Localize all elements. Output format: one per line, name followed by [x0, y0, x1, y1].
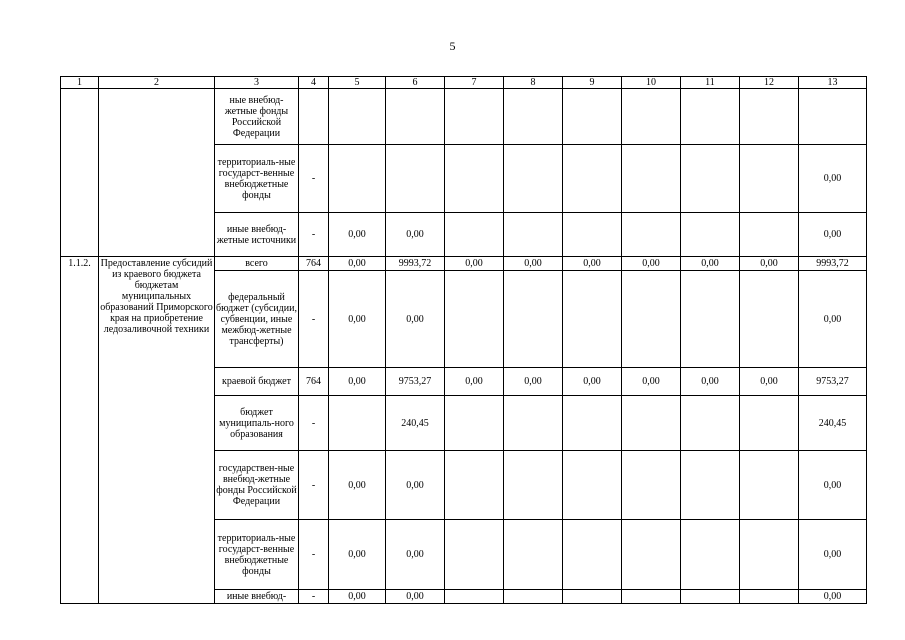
column-header: 12	[740, 77, 799, 89]
cell: 0,00	[563, 368, 622, 396]
cell	[445, 451, 504, 520]
cell	[622, 396, 681, 451]
cell-source: территориаль-ные государст-венные внебюджетные фонды	[215, 145, 299, 213]
cell: 240,45	[799, 396, 867, 451]
cell	[386, 89, 445, 145]
cell: 0,00	[386, 213, 445, 257]
cell	[445, 271, 504, 368]
cell	[622, 145, 681, 213]
column-header: 1	[61, 77, 99, 89]
cell	[299, 89, 329, 145]
cell	[799, 89, 867, 145]
cell: 9753,27	[386, 368, 445, 396]
cell	[622, 451, 681, 520]
cell	[563, 213, 622, 257]
column-header: 3	[215, 77, 299, 89]
cell	[681, 451, 740, 520]
cell-description-empty	[99, 89, 215, 257]
cell: 0,00	[799, 145, 867, 213]
column-header: 6	[386, 77, 445, 89]
column-header: 2	[99, 77, 215, 89]
cell: 0,00	[386, 451, 445, 520]
cell: 0,00	[799, 213, 867, 257]
cell: -	[299, 451, 329, 520]
cell: 0,00	[329, 213, 386, 257]
column-header: 9	[563, 77, 622, 89]
cell	[681, 520, 740, 590]
cell	[329, 145, 386, 213]
cell: 0,00	[386, 520, 445, 590]
cell	[504, 271, 563, 368]
cell: 0,00	[329, 257, 386, 271]
cell-source: всего	[215, 257, 299, 271]
cell	[504, 451, 563, 520]
cell	[504, 145, 563, 213]
cell: 240,45	[386, 396, 445, 451]
cell	[563, 396, 622, 451]
cell: 0,00	[386, 590, 445, 604]
cell: 0,00	[329, 368, 386, 396]
column-header: 8	[504, 77, 563, 89]
cell	[681, 213, 740, 257]
cell	[681, 89, 740, 145]
cell: 0,00	[329, 451, 386, 520]
cell: -	[299, 520, 329, 590]
cell: -	[299, 213, 329, 257]
cell	[563, 520, 622, 590]
cell	[740, 590, 799, 604]
cell	[563, 590, 622, 604]
cell	[622, 89, 681, 145]
cell: 0,00	[622, 257, 681, 271]
cell: 0,00	[329, 520, 386, 590]
table-row	[61, 89, 867, 145]
cell	[622, 520, 681, 590]
cell	[622, 590, 681, 604]
cell: 0,00	[445, 368, 504, 396]
cell	[681, 271, 740, 368]
cell-item-description: Предоставление субсидий из краевого бюджета бюджетам муниципальных образований Приморского края на приобретение ледозаливочной техники	[99, 257, 215, 604]
cell	[445, 89, 504, 145]
cell: 0,00	[681, 368, 740, 396]
cell	[504, 89, 563, 145]
cell	[445, 520, 504, 590]
cell: 0,00	[563, 257, 622, 271]
cell: 0,00	[740, 368, 799, 396]
column-header: 11	[681, 77, 740, 89]
cell	[681, 590, 740, 604]
cell-source: краевой бюджет	[215, 368, 299, 396]
column-header: 13	[799, 77, 867, 89]
cell-source: государствен-ные внебюд-жетные фонды Российской Федерации	[215, 451, 299, 520]
cell	[681, 145, 740, 213]
cell-item-number-empty	[61, 89, 99, 257]
cell: -	[299, 145, 329, 213]
cell-source: федеральный бюджет (субсидии, субвенции, иные межбюд-жетные трансферты)	[215, 271, 299, 368]
cell	[504, 520, 563, 590]
cell: 9993,72	[799, 257, 867, 271]
cell: 0,00	[622, 368, 681, 396]
column-header: 4	[299, 77, 329, 89]
cell	[445, 590, 504, 604]
cell: -	[299, 271, 329, 368]
cell	[740, 520, 799, 590]
cell	[740, 213, 799, 257]
cell: 0,00	[329, 590, 386, 604]
cell: 0,00	[799, 590, 867, 604]
cell	[740, 89, 799, 145]
cell-source: территориаль-ные государст-венные внебюджетные фонды	[215, 520, 299, 590]
cell: 764	[299, 368, 329, 396]
column-number-row	[61, 77, 867, 89]
cell-source: иные внебюд-	[215, 590, 299, 604]
cell	[445, 213, 504, 257]
cell: -	[299, 590, 329, 604]
cell	[504, 213, 563, 257]
cell: 0,00	[504, 257, 563, 271]
cell	[563, 451, 622, 520]
cell	[740, 451, 799, 520]
cell	[329, 396, 386, 451]
cell: 9993,72	[386, 257, 445, 271]
cell: 9753,27	[799, 368, 867, 396]
column-header: 5	[329, 77, 386, 89]
cell: 0,00	[445, 257, 504, 271]
cell	[504, 590, 563, 604]
cell	[445, 396, 504, 451]
cell: 0,00	[504, 368, 563, 396]
cell: 0,00	[740, 257, 799, 271]
cell	[445, 145, 504, 213]
cell: 0,00	[799, 520, 867, 590]
budget-table	[60, 76, 867, 604]
column-header: 10	[622, 77, 681, 89]
cell: 764	[299, 257, 329, 271]
cell-source: бюджет муниципаль-ного образования	[215, 396, 299, 451]
cell	[563, 145, 622, 213]
cell: 0,00	[386, 271, 445, 368]
cell	[622, 213, 681, 257]
cell	[504, 396, 563, 451]
cell	[622, 271, 681, 368]
cell	[681, 396, 740, 451]
cell-source: ные внебюд-жетные фонды Российской Федерации	[215, 89, 299, 145]
cell	[386, 145, 445, 213]
page-number: 5	[449, 39, 456, 53]
cell	[563, 271, 622, 368]
cell-source: иные внебюд-жетные источники	[215, 213, 299, 257]
cell: 0,00	[799, 271, 867, 368]
cell: 0,00	[329, 271, 386, 368]
cell	[329, 89, 386, 145]
cell	[740, 271, 799, 368]
cell	[740, 145, 799, 213]
table-row	[61, 257, 867, 271]
column-header: 7	[445, 77, 504, 89]
cell	[563, 89, 622, 145]
cell	[740, 396, 799, 451]
cell: 0,00	[799, 451, 867, 520]
cell-item-number: 1.1.2.	[61, 257, 99, 604]
cell: 0,00	[681, 257, 740, 271]
cell: -	[299, 396, 329, 451]
